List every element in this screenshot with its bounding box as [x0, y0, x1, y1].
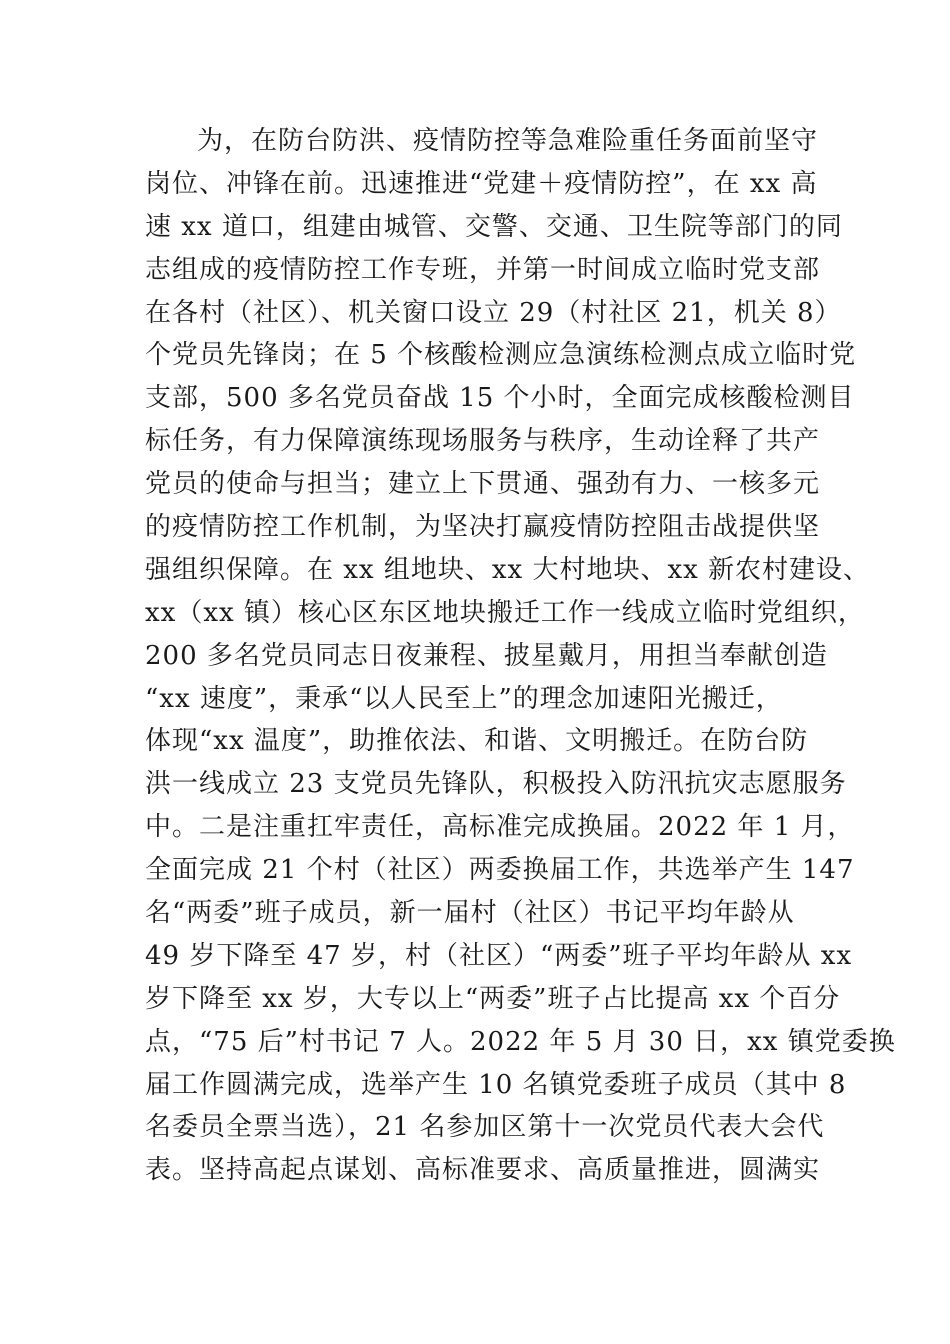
text-line: xx（xx 镇）核心区东区地块搬迁工作一线成立临时党组织， [145, 597, 865, 628]
text-line: 为，在防台防洪、疫情防控等急难险重任务面前坚守 [197, 126, 819, 156]
text-line: 的疫情防控工作机制，为坚决打赢疫情防控阻击战提供坚 [145, 512, 821, 543]
text-line: 强组织保障。在 xx 组地块、xx 大村地块、xx 新农村建设、 [145, 554, 871, 585]
text-line: 名“两委”班子成员，新一届村（社区）书记平均年龄从 [145, 898, 795, 929]
text-line: 表。坚持高起点谋划、高标准要求、高质量推进，圆满实 [145, 1155, 821, 1186]
text-line: 支部，500 多名党员奋战 15 个小时，全面完成核酸检测目 [145, 383, 855, 414]
text-line: 49 岁下降至 47 岁，村（社区）“两委”班子平均年龄从 xx [145, 940, 853, 971]
text-line: 洪一线成立 23 支党员先锋队，积极投入防汛抗灾志愿服务 [145, 769, 847, 800]
text-line: 名委员全票当选），21 名参加区第十一次党员代表大会代 [145, 1112, 825, 1143]
text-line: 届工作圆满完成，选举产生 10 名镇党委班子成员（其中 8 [145, 1069, 847, 1100]
text-line: 速 xx 道口，组建由城管、交警、交通、卫生院等部门的同 [145, 211, 843, 242]
text-line: 200 多名党员同志日夜兼程、披星戴月，用担当奉献创造 [145, 640, 828, 671]
text-line: 党员的使命与担当；建立上下贯通、强劲有力、一核多元 [145, 469, 821, 500]
text-line: 标任务，有力保障演练现场服务与秩序，生动诠释了共产 [145, 426, 821, 457]
text-line: 在各村（社区）、机关窗口设立 29（村社区 21，机关 8） [145, 297, 842, 328]
text-line: 点，“75 后”村书记 7 人。2022 年 5 月 30 日，xx 镇党委换 [145, 1026, 896, 1057]
text-line: 志组成的疫情防控工作专班，并第一时间成立临时党支部 [145, 254, 821, 285]
text-line: 中。二是注重扛牢责任，高标准完成换届。2022 年 1 月， [145, 812, 855, 843]
text-line: “xx 速度”，秉承“以人民至上”的理念加速阳光搬迁， [145, 683, 783, 714]
body-paragraph [145, 120, 896, 1192]
text-line: 体现“xx 温度”，助推依法、和谐、文明搬迁。在防台防 [145, 726, 809, 757]
text-line: 全面完成 21 个村（社区）两委换届工作，共选举产生 147 [145, 855, 855, 886]
text-line: 岁下降至 xx 岁，大专以上“两委”班子占比提高 xx 个百分 [145, 983, 841, 1014]
text-line: 个党员先锋岗；在 5 个核酸检测应急演练检测点成立临时党 [145, 340, 857, 371]
text-line: 岗位、冲锋在前。迅速推进“党建＋疫情防控”，在 xx 高 [145, 168, 818, 199]
